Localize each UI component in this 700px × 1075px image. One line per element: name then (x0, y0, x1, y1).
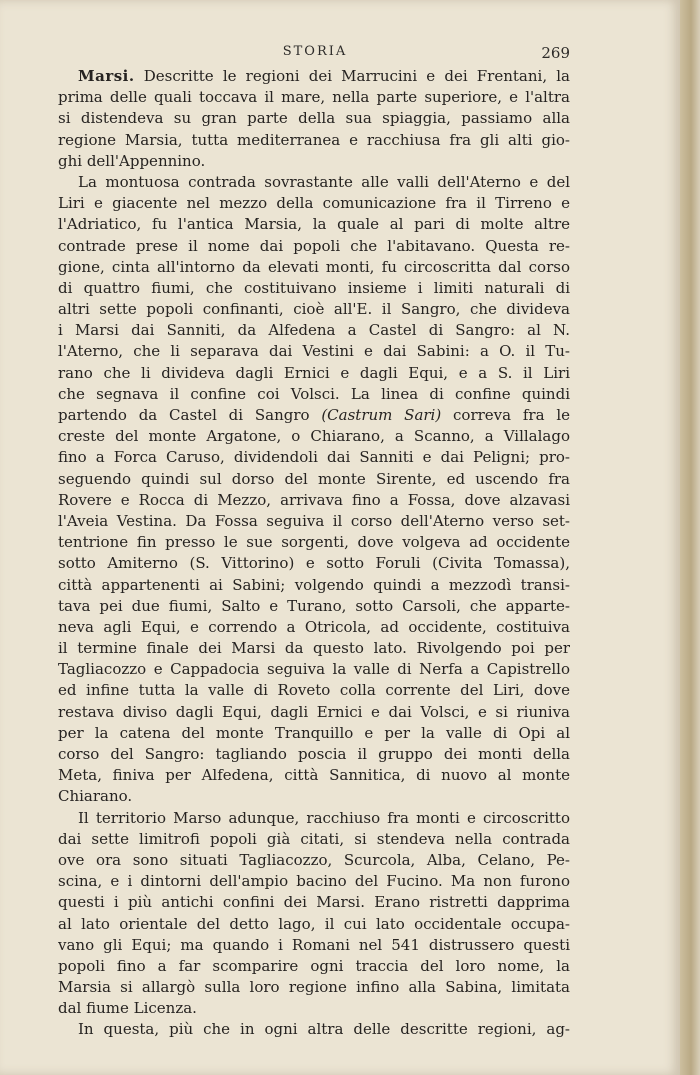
line-text: regione Marsia, tutta mediterranea e racchiusa fra gli alti gio- (58, 130, 570, 149)
line-text: dai sette limitrofi popoli già citati, si stendeva nella contrada (58, 829, 570, 848)
text-line (58, 702, 570, 723)
text-line (58, 278, 570, 299)
line-text: popoli fino a far scomparire ogni traccia del loro nome, la (58, 956, 570, 975)
line-text: si distendeva su gran parte della sua spiaggia, passiamo alla (58, 109, 570, 128)
text-line (58, 1019, 570, 1040)
line-text: Tagliacozzo e Cappadocia seguiva la valle di Nerfa a Capistrello (58, 660, 570, 679)
text-line (58, 617, 570, 638)
line-text: prima delle quali toccava il mare, nella parte superiore, e l'altra (58, 88, 570, 107)
line-text: Descritte le regioni dei Marrucini e dei Frentani, la (134, 67, 570, 85)
text-line (58, 384, 570, 405)
line-text: Rovere e Rocca di Mezzo, arrivava fino a Fossa, dove alzavasi (58, 490, 570, 509)
line-text: il termine finale dei Marsi da questo lato. Rivolgendo poi per (58, 639, 570, 658)
text-line (58, 765, 570, 786)
text-line (58, 257, 570, 278)
running-title: STORIA (282, 44, 348, 59)
line-text: restava diviso dagli Equi, dagli Ernici e dai Volsci, e si riuniva (58, 702, 570, 721)
section-heading: Marsi. (78, 67, 135, 85)
text-line (58, 236, 570, 257)
line-text: La montuosa contrada sovrastante alle valli dell'Aterno e del (78, 172, 570, 191)
text-line (58, 553, 570, 574)
text-line (58, 575, 570, 596)
line-text: rano che li divideva dagli Ernici e dagli Equi, e a S. il Liri (58, 363, 570, 382)
text-line (58, 892, 570, 913)
line-text: seguendo quindi sul dorso del monte Sirente, ed uscendo fra (58, 469, 570, 488)
text-line (58, 511, 570, 532)
text-line (58, 935, 570, 956)
body-text (58, 66, 570, 1041)
text-line (58, 193, 570, 214)
line-text: Meta, finiva per Alfedena, città Sannitica, di nuovo al monte (58, 766, 570, 785)
text-line (58, 744, 570, 765)
text-line (58, 914, 570, 935)
text-line (58, 299, 570, 320)
text-line (58, 786, 570, 807)
line-text: ghi dell'Appennino. (58, 151, 206, 170)
text-line (58, 341, 570, 362)
text-line (58, 596, 570, 617)
line-text: tava pei due fiumi, Salto e Turano, sotto Carsoli, che apparte- (58, 596, 570, 615)
text-line (58, 469, 570, 490)
line-text: Marsia si allargò sulla loro regione infino alla Sabina, limitata (58, 978, 570, 997)
book-gutter (680, 0, 700, 1075)
text-line (58, 363, 570, 384)
text-line (58, 66, 570, 87)
text-line (58, 532, 570, 553)
text-line (58, 871, 570, 892)
text-line (58, 87, 570, 108)
text-line (58, 130, 570, 151)
italic-term: (Castrum Sari) (321, 406, 442, 424)
text-line (58, 850, 570, 871)
line-text: Liri e giacente nel mezzo della comunicazione fra il Tirreno e (58, 194, 570, 213)
line-text: questi i più antichi confini dei Marsi. Erano ristretti dapprima (58, 893, 570, 912)
line-text: l'Adriatico, fu l'antica Marsia, la quale al pari di molte altre (58, 215, 570, 234)
text-line (58, 108, 570, 129)
text-line (58, 214, 570, 235)
line-text: l'Aveia Vestina. Da Fossa seguiva il corso dell'Aterno verso set- (58, 511, 570, 530)
line-text: che segnava il confine coi Volsci. La linea di confine quindi (58, 384, 570, 403)
line-text: ove ora sono situati Tagliacozzo, Scurcola, Alba, Celano, Pe- (58, 850, 570, 869)
line-text: Chiarano. (58, 787, 133, 806)
line-text: i Marsi dai Sanniti, da Alfedena a Castel di Sangro: al N. (58, 321, 570, 340)
text-line (58, 829, 570, 850)
line-text: In questa, più che in ogni altra delle descritte regioni, ag- (78, 1020, 570, 1039)
text-line (58, 659, 570, 680)
line-text: ed infine tutta la valle di Roveto colla corrente del Liri, dove (58, 681, 570, 700)
line-text: neva agli Equi, e correndo a Otricola, ad occidente, costituiva (58, 617, 570, 636)
line-text: correva fra le (441, 406, 570, 424)
line-text: fino a Forca Caruso, dividendoli dai Sanniti e dai Peligni; pro- (58, 448, 570, 467)
line-text: scina, e i dintorni dell'ampio bacino del Fucino. Ma non furono (58, 872, 570, 891)
text-line (58, 426, 570, 447)
line-text: Il territorio Marso adunque, racchiuso fra monti e circoscritto (78, 808, 570, 827)
line-text: altri sette popoli confinanti, cioè all'E. il Sangro, che divideva (58, 300, 570, 319)
text-line (58, 151, 570, 172)
text-line (58, 956, 570, 977)
line-text: vano gli Equi; ma quando i Romani nel 541 distrussero questi (58, 935, 570, 954)
line-text: gione, cinta all'intorno da elevati monti, fu circoscritta dal corso (58, 257, 570, 276)
text-line (58, 490, 570, 511)
text-line (58, 405, 570, 426)
line-text: per la catena del monte Tranquillo e per la valle di Opi al (58, 723, 570, 742)
line-text: città appartenenti ai Sabini; volgendo quindi a mezzodì transi- (58, 575, 570, 594)
line-text: corso del Sangro: tagliando poscia il gruppo dei monti della (58, 745, 570, 763)
text-line (58, 638, 570, 659)
text-line (58, 723, 570, 744)
text-line (58, 447, 570, 468)
text-line (58, 998, 570, 1019)
line-text: creste del monte Argatone, o Chiarano, a Scanno, a Villalago (58, 427, 570, 446)
text-line (58, 680, 570, 701)
line-text: partendo da Castel di Sangro (58, 406, 322, 424)
page-header (60, 44, 570, 64)
line-text: contrade prese il nome dai popoli che l'abitavano. Questa re- (58, 236, 570, 255)
line-text: dal fiume Licenza. (58, 999, 197, 1018)
line-text: tentrione fin presso le sue sorgenti, dove volgeva ad occidente (58, 533, 570, 552)
line-text: di quattro fiumi, che costituivano insieme i limiti naturali di (58, 278, 570, 297)
page-number: 269 (541, 44, 570, 62)
line-text: al lato orientale del detto lago, il cui lato occidentale occupa- (58, 914, 570, 933)
text-line (58, 977, 570, 998)
text-line (58, 320, 570, 341)
line-text: sotto Amiterno (S. Vittorino) e sotto Foruli (Civita Tomassa), (58, 554, 570, 573)
text-line (58, 172, 570, 193)
line-text: l'Aterno, che li separava dai Vestini e dai Sabini: a O. il Tu- (58, 342, 570, 361)
text-line (58, 808, 570, 829)
